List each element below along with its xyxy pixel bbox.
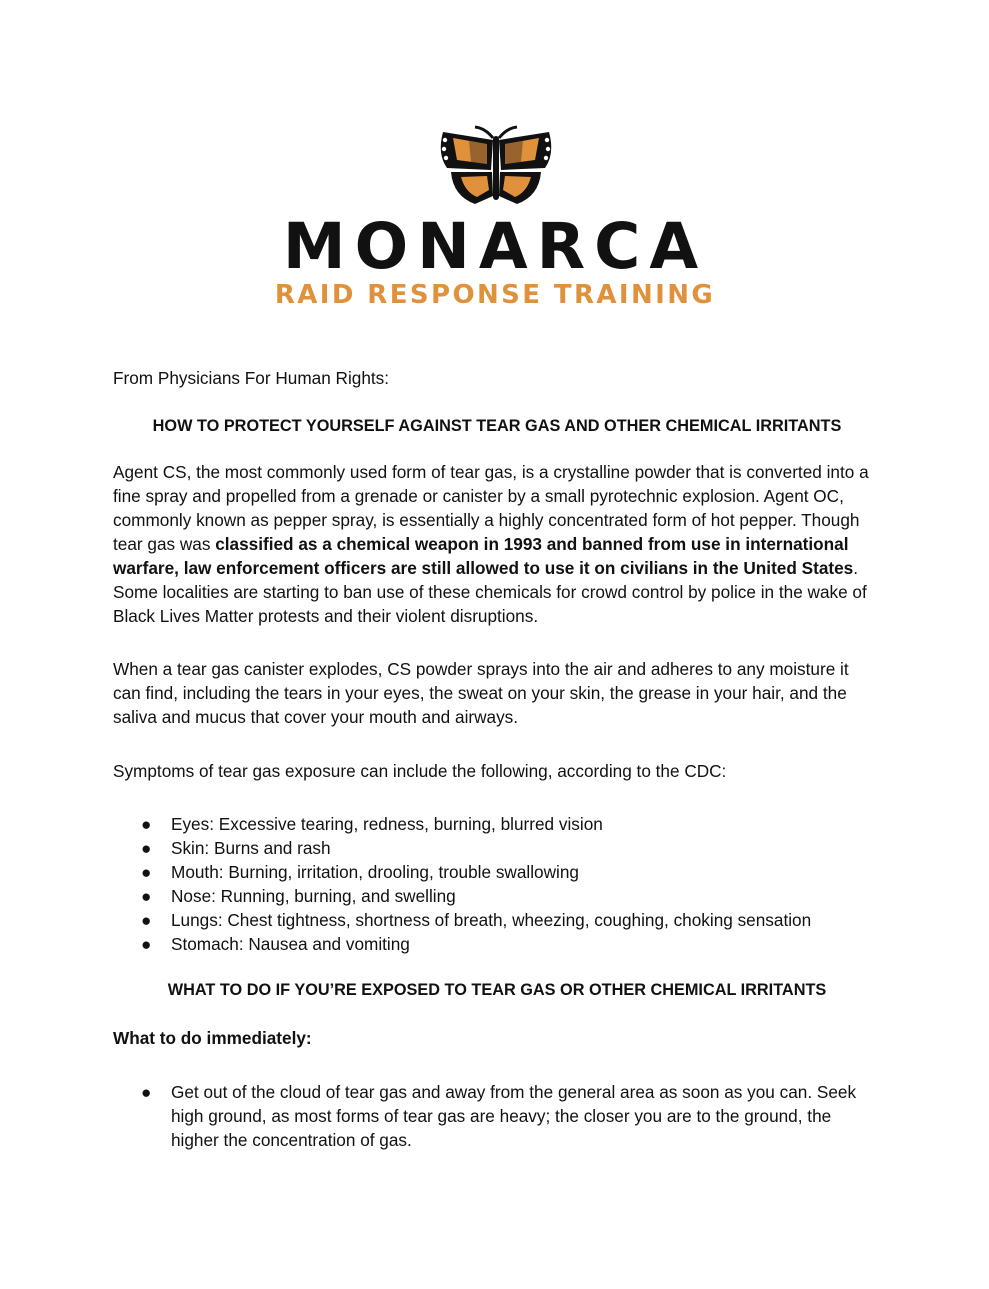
bullet-icon: ● (141, 910, 152, 930)
list-item (113, 812, 881, 836)
immediate-actions-list (113, 1080, 881, 1152)
bullet-icon: ● (141, 886, 152, 906)
subheading-immediately: What to do immediately: (113, 1028, 312, 1048)
document-body (113, 366, 881, 1174)
bullet-icon: ● (141, 1082, 152, 1102)
bullet-icon: ● (141, 814, 152, 834)
list-item-text: Skin: Burns and rash (171, 838, 331, 858)
list-item (113, 932, 881, 956)
monarca-logo (260, 120, 730, 320)
list-item (113, 836, 881, 860)
logo-wordmark: MONARCA (282, 210, 708, 283)
bullet-icon: ● (141, 838, 152, 858)
list-item-text: Mouth: Burning, irritation, drooling, trouble swallowing (171, 862, 579, 882)
symptoms-list (113, 812, 881, 956)
symptoms-intro: Symptoms of tear gas exposure can include the following, according to the CDC: (113, 761, 727, 781)
list-item-text: Stomach: Nausea and vomiting (171, 934, 410, 954)
section-heading-exposed: WHAT TO DO IF YOU’RE EXPOSED TO TEAR GAS OR OTHER CHEMICAL IRRITANTS (167, 981, 827, 999)
bullet-icon: ● (141, 934, 152, 954)
paragraph-tear-gas-overview (113, 460, 881, 628)
paragraph-bold-text: classified as a chemical weapon in 1993 and banned from use in international warfare, law enforcement officers are still allowed to use it on civilians in the United States (113, 534, 854, 578)
source-line: From Physicians For Human Rights: (113, 368, 390, 388)
logo-tagline: RAID RESPONSE TRAINING (274, 280, 716, 310)
list-item-text: Nose: Running, burning, and swelling (171, 886, 456, 906)
paragraph-text: . Some localities are starting to ban use of these chemicals for crowd control by police in the wake of Black Lives Matter protests and their violent disruptions. (113, 558, 867, 626)
paragraph-text: Agent CS, the most commonly used form of tear gas, is a crystalline powder that is converted into a fine spray and propelled from a grenade or canister by a small pyrotechnic explosion. Agent OC, commonly known as pepper spray, is essentially a highly concentrated form of hot pepper. Though tear gas was (113, 462, 869, 554)
list-item-text: Lungs: Chest tightness, shortness of breath, wheezing, coughing, choking sensation (171, 910, 812, 930)
paragraph-canister: When a tear gas canister explodes, CS powder sprays into the air and adheres to any moisture it can find, including the tears in your eyes, the sweat on your skin, the grease in your hair, and the saliva and mucus that cover your mouth and airways. (113, 659, 849, 727)
list-item-text: Get out of the cloud of tear gas and away from the general area as soon as you can. Seek high ground, as most forms of tear gas are heavy; the closer you are to the ground, the higher the concentration of gas. (171, 1082, 857, 1150)
list-item (113, 860, 881, 884)
list-item (113, 1080, 881, 1152)
section-heading-protect: HOW TO PROTECT YOURSELF AGAINST TEAR GAS AND OTHER CHEMICAL IRRITANTS (152, 417, 842, 435)
list-item (113, 884, 881, 908)
monarch-butterfly-icon (435, 124, 557, 208)
list-item (113, 908, 881, 932)
list-item-text: Eyes: Excessive tearing, redness, burning, blurred vision (171, 814, 603, 834)
bullet-icon: ● (141, 862, 152, 882)
